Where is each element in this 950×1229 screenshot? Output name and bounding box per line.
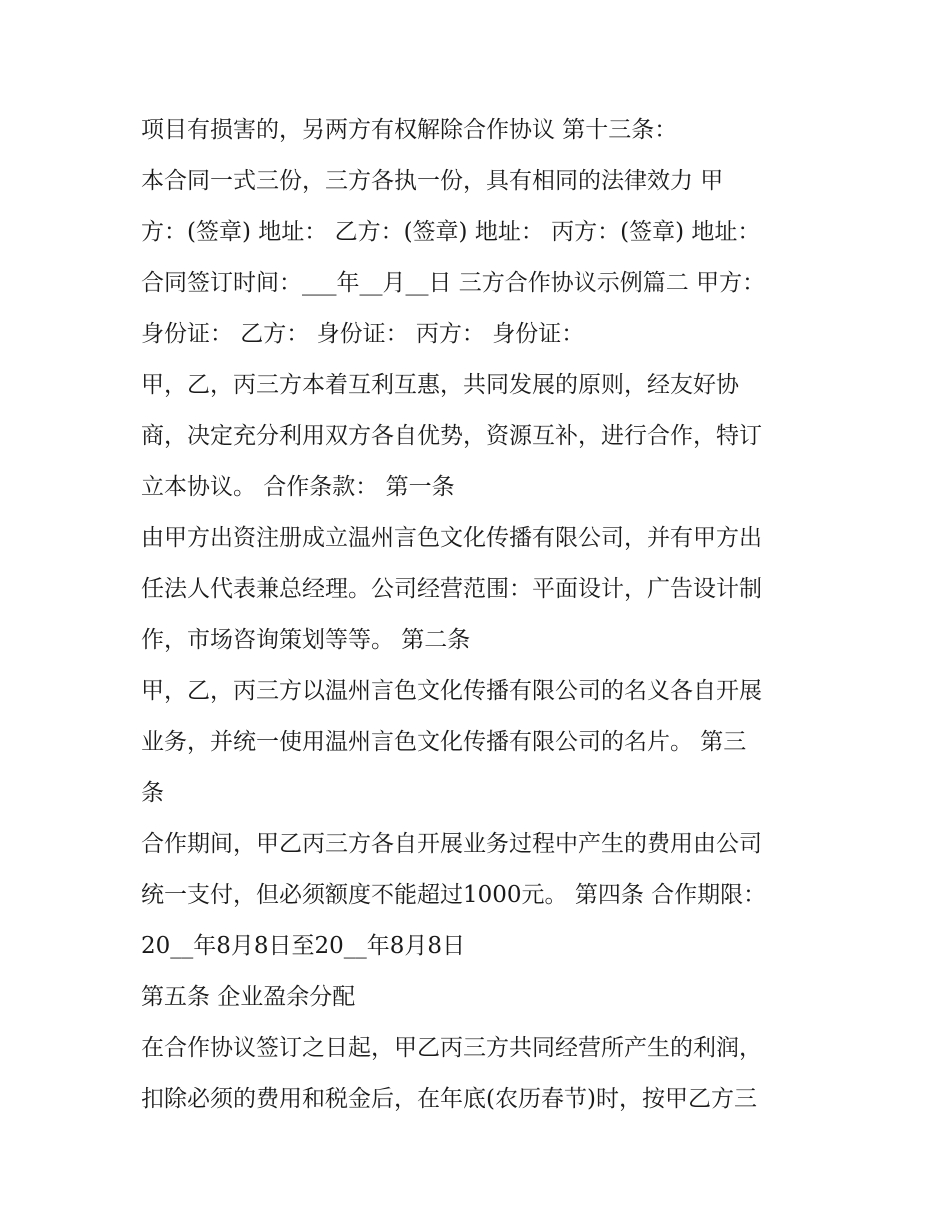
text-line: 业务，并统一使用温州言色文化传播有限公司的名片。 第三 [141,729,747,755]
text-line: 身份证： 乙方： 身份证： 丙方： 身份证： [141,321,585,347]
text-line: 合作期间，甲乙丙三方各自开展业务过程中产生的费用由公司 [141,831,762,857]
text-line: 立本协议。 合作条款： 第一条 [141,474,455,500]
text-line: 方：(签章) 地址： 乙方：(签章) 地址： 丙方：(签章) 地址： [141,219,761,245]
text-line: 统一支付，但必须额度不能超过1000元。 第四条 合作期限： [141,882,767,908]
text-line: 条 [141,780,164,806]
text-line: 本合同一式三份，三方各执一份，具有相同的法律效力 甲 [141,168,724,194]
text-line: 20__年8月8日至20__年8月8日 [141,933,466,959]
text-line: 扣除必须的费用和税金后，在年底(农历春节)时，按甲乙方三 [141,1086,757,1112]
text-line: 作，市场咨询策划等等。 第二条 [141,627,471,653]
text-line: 合同签订时间：___年__月__日 三方合作协议示例篇二 甲方： [141,270,766,296]
text-line: 在合作协议签订之日起，甲乙丙三方共同经营所产生的利润， [141,1035,762,1061]
text-line: 商，决定充分利用双方各自优势，资源互补，进行合作，特订 [141,423,762,449]
text-line: 第五条 企业盈余分配 [141,984,356,1010]
text-line: 项目有损害的，另两方有权解除合作协议 第十三条： [141,117,678,143]
text-line: 由甲方出资注册成立温州言色文化传播有限公司，并有甲方出 [141,525,762,551]
text-line: 甲，乙，丙三方以温州言色文化传播有限公司的名义各自开展 [141,678,762,704]
text-line: 甲，乙，丙三方本着互利互惠，共同发展的原则，经友好协 [141,372,739,398]
text-line: 任法人代表兼总经理。公司经营范围：平面设计，广告设计制 [141,576,762,602]
